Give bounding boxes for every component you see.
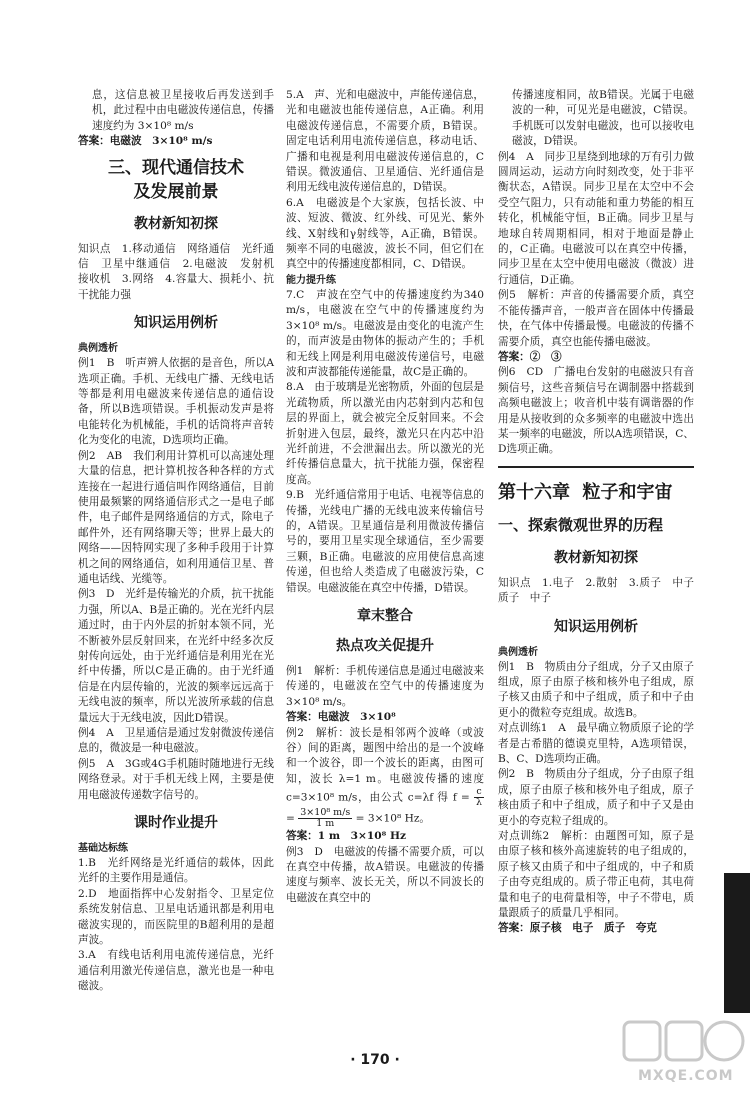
- heading-new-knowledge: 教材新知初探: [134, 215, 218, 232]
- heading-typical-examples: 典例透析: [78, 343, 118, 355]
- fraction-numerator: c: [474, 787, 484, 798]
- question-1: 1.B 光纤网络是光纤通信的载体，因此光纤的主要作用是通信。: [78, 857, 274, 885]
- fraction-value: [298, 808, 352, 829]
- practice-1: 对点训练1 A 最早确立物质原子论的学者是古希腊的德谟克里特，A选项错误，B、C、D选项均正确。: [498, 722, 694, 765]
- section-title: [78, 156, 274, 204]
- review-example-1: 例1 解析：手机传递信息是通过电磁波来传递的，电磁波在空气中的传播速度为 3×10⁸ m/s。: [286, 665, 484, 708]
- page-edge-tab: [724, 873, 750, 1013]
- question-2: 2.D 地面指挥中心发射指令、卫星定位系统发射信息、卫星电话通讯都是利用电磁波实现的，而医院里的B超利用的是超声波。: [78, 887, 274, 947]
- chapter-name: 粒子和宇宙: [582, 481, 673, 503]
- review-answer-1: 答案：电磁波 3×10⁸: [286, 711, 396, 724]
- example-1: 例1 B 物质由分子组成，分子又由原子组成，原子由原子核和核外电子组成，原子核又由质子和中子组成，质子和中子由更小的微粒夸克组成。故选B。: [498, 660, 694, 719]
- review-example-4: 例4 A 同步卫星绕到地球的万有引力做圆周运动，运动方向时刻改变，处于非平衡状态，A错误。同步卫星在太空中不会受空气阻力，只有动能和重力势能的相互转化，机械能守恒，B正确。同步卫星与地球自转周期相同，相对于地面是静止的，C正确。电磁波可以在真空中传播，同步卫星在太空中使用电磁波（微波）进行通信，D正确。: [498, 150, 694, 286]
- answer-line: 答案：电磁波 3×10⁸ m/s: [78, 135, 213, 148]
- question-8: 8.A 由于玻璃是光密物质，外面的包层是光疏物质，所以激光由内芯射到内芯和包层的界面上，就会被完全反射回来。不会折射进入包层，最终，激光只在内芯中沿光纤前进，不会泄漏出去。所以激光的光纤传播信息量大，抗干扰能力强，保密程度高。: [286, 381, 484, 486]
- heading-basic-practice: 基础达标练: [78, 843, 128, 855]
- review-example-2-tail: = 3×10⁸ Hz。: [355, 812, 431, 825]
- fraction-c-over-lambda: [474, 787, 484, 808]
- review-example-6: 例6 CD 广播电台发射的电磁波只有音频信号，这些音频信号在调制器中搭载到高频电磁波上；收音机中装有调谐器的作用是从接收到的众多频率的电磁波中选出某一频率的电磁波，所以A选项错误，C、D选项正确。: [498, 366, 694, 456]
- section-title-line2: 及发展前景: [133, 181, 219, 202]
- heading-hot-topics: 热点攻关促提升: [336, 638, 434, 654]
- heading-chapter-summary: 章末整合: [357, 608, 413, 624]
- question-5: 5.A 声、光和电磁波中，声能传递信息，光和电磁波也能传递信息，A正确。利用电磁波传递信息，不需要介质，B错误。固定电话利用电流传递信息，移动电话、广播和电视是利用电磁波传递信息的，C错误。微波通信、卫星通信、光纤通信是利用无线电波传递信息的，D错误。: [286, 89, 484, 194]
- watermark-icon: [620, 1016, 746, 1068]
- watermark-text: MXQE.COM: [638, 1068, 734, 1084]
- column-left: [78, 88, 285, 995]
- heading-knowledge-application: 知识运用例析: [554, 618, 638, 635]
- practice-2-answer: 答案：原子核 电子 质子 夸克: [498, 922, 657, 935]
- heading-new-knowledge: 教材新知初探: [554, 549, 638, 566]
- equals-sign: =: [286, 812, 295, 825]
- question-3: 3.A 有线电话利用电流传递信息，光纤通信利用激光传递信息，激光也是一种电磁波。: [78, 949, 274, 993]
- example-1: 例1 B 听声辨人依据的是音色，所以A选项正确。手机、无线电广播、无线电话等都是利用电磁波来传递信息的通信设备，所以B选项错误。手机振动发声是将电能转化为机械能，手机的话筒将声音转化为变化的电流，D选项均正确。: [78, 357, 274, 447]
- section-title-line1: 三、现代通信技术: [108, 157, 244, 178]
- knowledge-points: 知识点 1.电子 2.散射 3.质子 中子 质子 中子: [498, 576, 705, 605]
- chapter-number: 第十六章: [498, 481, 570, 503]
- column-middle: [286, 88, 484, 906]
- review-example-3: 例3 D 电磁波的传播不需要介质，可以在真空中传播，故A错误。电磁波的传播速度与频率、波长无关，所以不同波长的电磁波在真空中的: [286, 845, 484, 904]
- knowledge-points: 知识点 1.移动通信 网络通信 光纤通信 卫星中继通信 2.电磁波 发射机 接收机 3.网络 4.容量大、损耗小、抗干扰能力强: [78, 242, 285, 301]
- example-2: 例2 B 物质由分子组成，分子由原子组成，原子由原子核和核外电子组成，原子核由质子和中子组成，质子和中子又是由更小的夸克粒子组成的。: [498, 768, 694, 827]
- fraction-denominator: 1 m: [316, 818, 335, 830]
- fraction-denominator: λ: [475, 797, 482, 809]
- review-example-3-continued: 传播速度相同，故B错误。光属于电磁波的一种，可见光是电磁波，C错误。手机既可以发射电磁波，也可以接收电磁波，D错误。: [512, 89, 694, 148]
- heading-knowledge-application: 知识运用例析: [134, 315, 218, 332]
- review-answer-5: 答案：② ③: [498, 350, 562, 363]
- example-5: 例5 A 3G或4G手机随时随地进行无线网络登录。对于手机无线上网，主要是使用电磁波传递数字信号的。: [78, 757, 274, 801]
- review-answer-2: 答案：1 m 3×10⁸ Hz: [286, 830, 406, 843]
- question-6: 6.A 电磁波是个大家族，包括长波、中波、短波、微波、红外线、可见光、紫外线、X射线和γ射线等，A正确，B错误。频率不同的电磁波，波长不同，但它们在真空中的传播速度都相同，C、D错误。: [286, 196, 484, 271]
- example-2: 例2 AB 我们利用计算机可以高速处理大量的信息，把计算机按各种各样的方式连接在一起进行通信叫作网络通信，目前使用最频繁的网络通信形式之一是电子邮件，电子邮件是网络通信的方式，除电子邮件外，还有网络聊天等；世界上最大的网络——因特网实现了多种手段用于计算机之间的网络通信，如利用通信卫星、普通电话线、光缆等。: [78, 449, 274, 585]
- example-4: 例4 A 卫星通信是通过发射微波传递信息的，微波是一种电磁波。: [78, 727, 274, 755]
- heading-homework: 课时作业提升: [134, 815, 218, 832]
- continued-answer: 息，这信息被卫星接收后再发送到手机，此过程中由电磁波传递信息，传播速度约为 3×10⁸ m/s: [92, 89, 274, 132]
- review-example-2: [286, 726, 484, 830]
- fraction-numerator: 3×10⁸ m/s: [300, 807, 351, 819]
- question-7: 7.C 声波在空气中的传播速度约为340 m/s，电磁波在空气中的传播速度约为3×10⁸ m/s。电磁波是由变化的电流产生的，而声波是由物体的振动产生的；手机和无线上网是利用电磁波传递信号，电磁波和声波都能传递能量，故C是正确的。: [286, 288, 484, 378]
- page-number: · 170 ·: [350, 1052, 400, 1068]
- example-3: 例3 D 光纤是传输光的介质，抗干扰能力强，所以A、B是正确的。光在光纤内层通过时，由于内外层的折射本领不同，光不断被外层反射回来，在光纤中经多次反射传向远处，由于光纤通信是利用光在光纤中传播，所以C是正确的。由于光纤通信是在内层传输的，光波的频率远远高于无线电波的频率，所以光波所承载的信息量远大于无线电波，因此D错误。: [78, 588, 274, 724]
- practice-2: 对点训练2 解析：由题图可知，原子是由原子核和核外高速旋转的电子组成的，原子核又由质子和中子组成的，中子和质子由夸克组成的。质子带正电荷，其电荷量和电子的电荷量相等，中子不带电，质量跟质子的质量几乎相同。: [498, 830, 694, 920]
- review-example-5: 例5 解析：声音的传播需要介质，真空不能传播声音，一般声音在固体中传播最快，在气体中传播最慢。电磁波的传播不需要介质，真空也能传播电磁波。: [498, 289, 694, 348]
- question-9: 9.B 光纤通信常用于电话、电视等信息的传播，光线电广播的无线电波来传输信号的，A错误。卫星通信是利用微波传播信号的，要用卫星实现全球通信，至少需要三颗，B正确。电磁波的应用使信息高速传递，但也给人类造成了电磁波污染，C错误。电磁波能在真空中传播，D错误。: [286, 489, 484, 594]
- chapter-divider: [498, 466, 694, 468]
- review-example-2-text: 例2 解析：波长是相邻两个波峰（或波谷）间的距离，题图中给出的是一个波峰和一个波谷，即一个波长的距离，由图可知，波长 λ=1 m。电磁波传播的速度 c=3×10⁸ m/s，由公式 c=λf 得 f =: [286, 726, 484, 804]
- heading-ability-practice: 能力提升练: [286, 274, 336, 286]
- watermark-logo: [620, 1016, 746, 1086]
- heading-typical-examples: 典例透析: [498, 646, 538, 658]
- column-right: [498, 88, 705, 937]
- chapter-title: [498, 480, 694, 506]
- section-title: 一、探索微观世界的历程: [498, 515, 664, 534]
